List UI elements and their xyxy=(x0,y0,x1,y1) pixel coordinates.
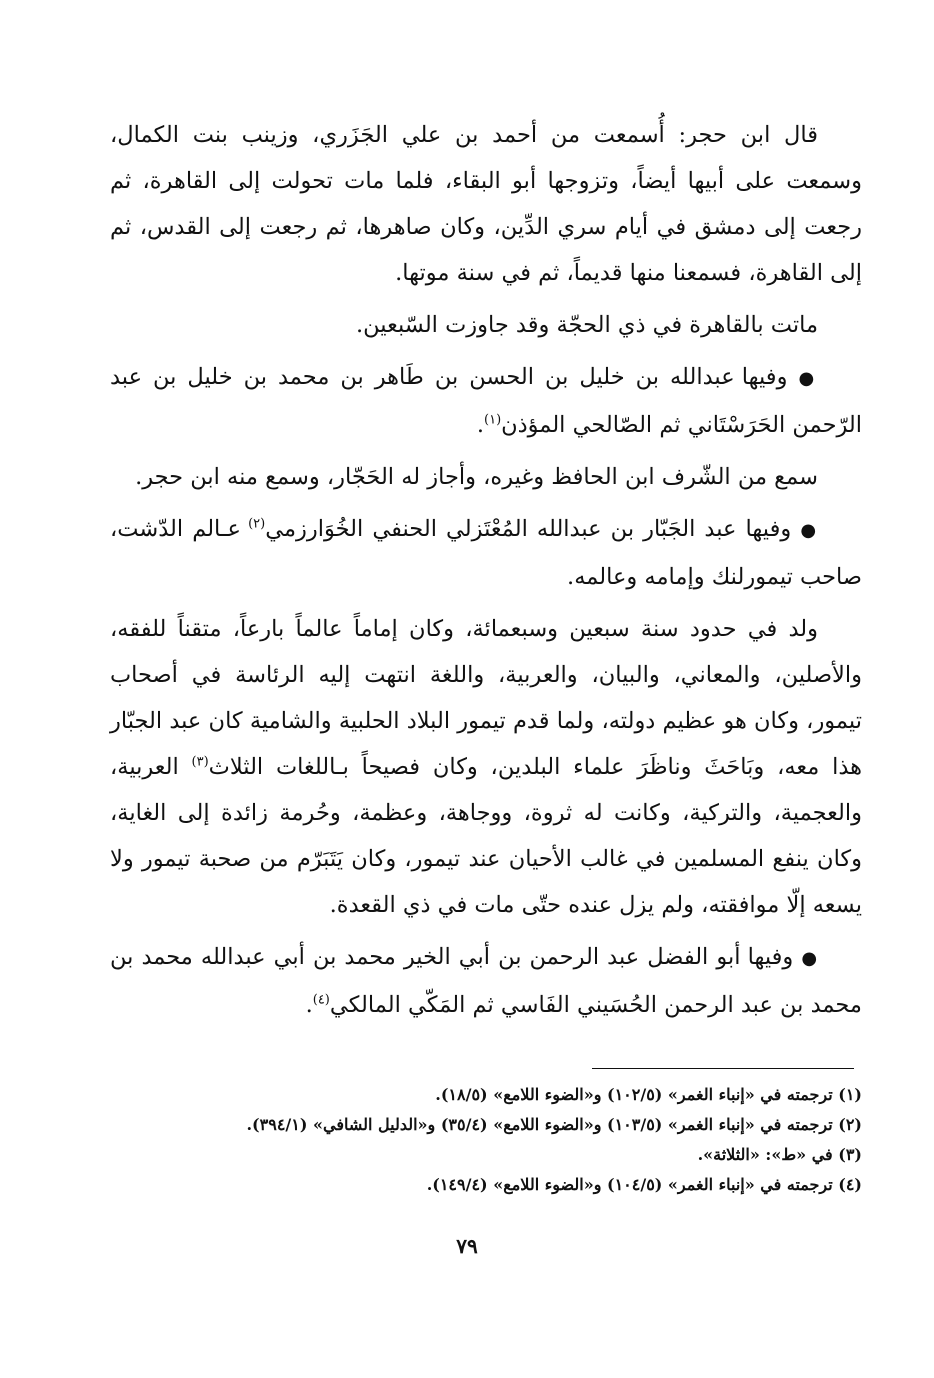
footnote-1: (١) ترجمته في «إنباء الغمر» (١٠٢/٥) و«الضوء اللامع» (١٨/٥). xyxy=(435,1085,862,1104)
footnote-divider xyxy=(592,1068,854,1069)
footnote-2: (٢) ترجمته في «إنباء الغمر» (١٠٣/٥) و«الضوء اللامع» (٣٥/٤) و«الدليل الشافي» (٣٩٤/١). xyxy=(246,1115,862,1134)
footnote-4: (٤) ترجمته في «إنباء الغمر» (١٠٤/٥) و«الضوء اللامع» (١٤٩/٤). xyxy=(426,1175,862,1194)
entry-abd-al-jabbar xyxy=(110,506,862,600)
paragraph-text: وفيها أبو الفضل عبد الرحمن بن أبي الخير محمد بن أبي عبدالله محمد بن محمد بن عبد الرحمن الحُسَيني الفَاسي ثم المَكّي المالكي xyxy=(110,944,862,1018)
entry-abdullah-ibn-khalil xyxy=(110,354,862,448)
footnote-ref[interactable]: (٤) xyxy=(312,992,330,1008)
page-number: ٧٩ xyxy=(456,1234,478,1258)
bullet-icon: ● xyxy=(801,948,818,969)
paragraph-sama xyxy=(110,454,862,500)
paragraph-text: العربية، والعجمية، والتركية، وكانت له ثروة، ووجاهة، وعظمة، وحُرمة زائدة إلى الغاية، وكان ينفع المسلمين في غالب الأحيان عند تيمور، وكان يَتَبَرّم من صحبة تيمور ولا يسعه إلّا موافقته، ولم يزل عنده حتّى مات في ذي القعدة. xyxy=(110,754,862,918)
paragraph-death-note xyxy=(110,302,862,348)
paragraph-text: . xyxy=(305,992,313,1018)
footnote-ref[interactable]: (١) xyxy=(484,412,502,428)
footnote-3: (٣) في «ط»: «الثلاثة». xyxy=(697,1145,862,1164)
entry-abu-al-fadl xyxy=(110,934,862,1028)
paragraph-biography xyxy=(110,606,862,928)
paragraph-text: ماتت بالقاهرة في ذي الحجّة وقد جاوزت السّبعين. xyxy=(356,312,818,338)
main-text xyxy=(110,112,862,1028)
paragraph-text: . xyxy=(476,412,484,438)
paragraph-text: وفيها عبدالله بن خليل بن الحسن بن طَاهر بن محمد بن خليل بن عبد الرّحمن الحَرَسْتَاني ثم الصّالحي المؤذن xyxy=(110,364,862,438)
footnote-ref[interactable]: (٣) xyxy=(191,754,209,770)
bullet-icon: ● xyxy=(798,368,818,389)
paragraph-text: سمع من الشّرف ابن الحافظ وغيره، وأجاز له الحَجّار، وسمع منه ابن حجر. xyxy=(135,464,818,490)
bullet-icon: ● xyxy=(800,520,818,541)
paragraph-ibn-hajar-quote xyxy=(110,112,862,296)
footnote-ref[interactable]: (٢) xyxy=(248,516,266,532)
paragraph-text: وفيها عبد الجَبّار بن عبدالله المُعْتَزلي الحنفي الخُوَارزمي xyxy=(265,516,792,542)
paragraph-text: ولد في حدود سنة سبعين وسبعمائة، وكان إماماً عالماً بارعاً، متقناً للفقه، والأصلين، والمعاني، والبيان، والعربية، واللغة انتهت إليه الرئاسة في أصحاب تيمور، وكان هو عظيم دولته، ولما قدم تيمور البلاد الحلبية والشامية كان عبد الجبّار هذا معه، وبَاحَثَ وناظَرَ علماء البلدين، وكان فصيحاً بـاللغات الثلاث xyxy=(110,616,862,780)
paragraph-text: عـالم الدّشت، صاحب تيمورلنك وإمامه وعالمه. xyxy=(110,516,862,590)
paragraph-text: قال ابن حجر: أُسمعت من أحمد بن علي الجَزَري، وزينب بنت الكمال، وسمعت على أبيها أيضاً، وتزوجها أبو البقاء، فلما مات تحولت إلى القاهرة، ثم رجعت إلى دمشق في أيام سري الدِّين، وكان صاهرها، ثم رجعت إلى القدس، ثم إلى القاهرة، فسمعنا منها قديماً، ثم في سنة موتها. xyxy=(110,122,862,286)
footnotes xyxy=(110,1080,862,1200)
